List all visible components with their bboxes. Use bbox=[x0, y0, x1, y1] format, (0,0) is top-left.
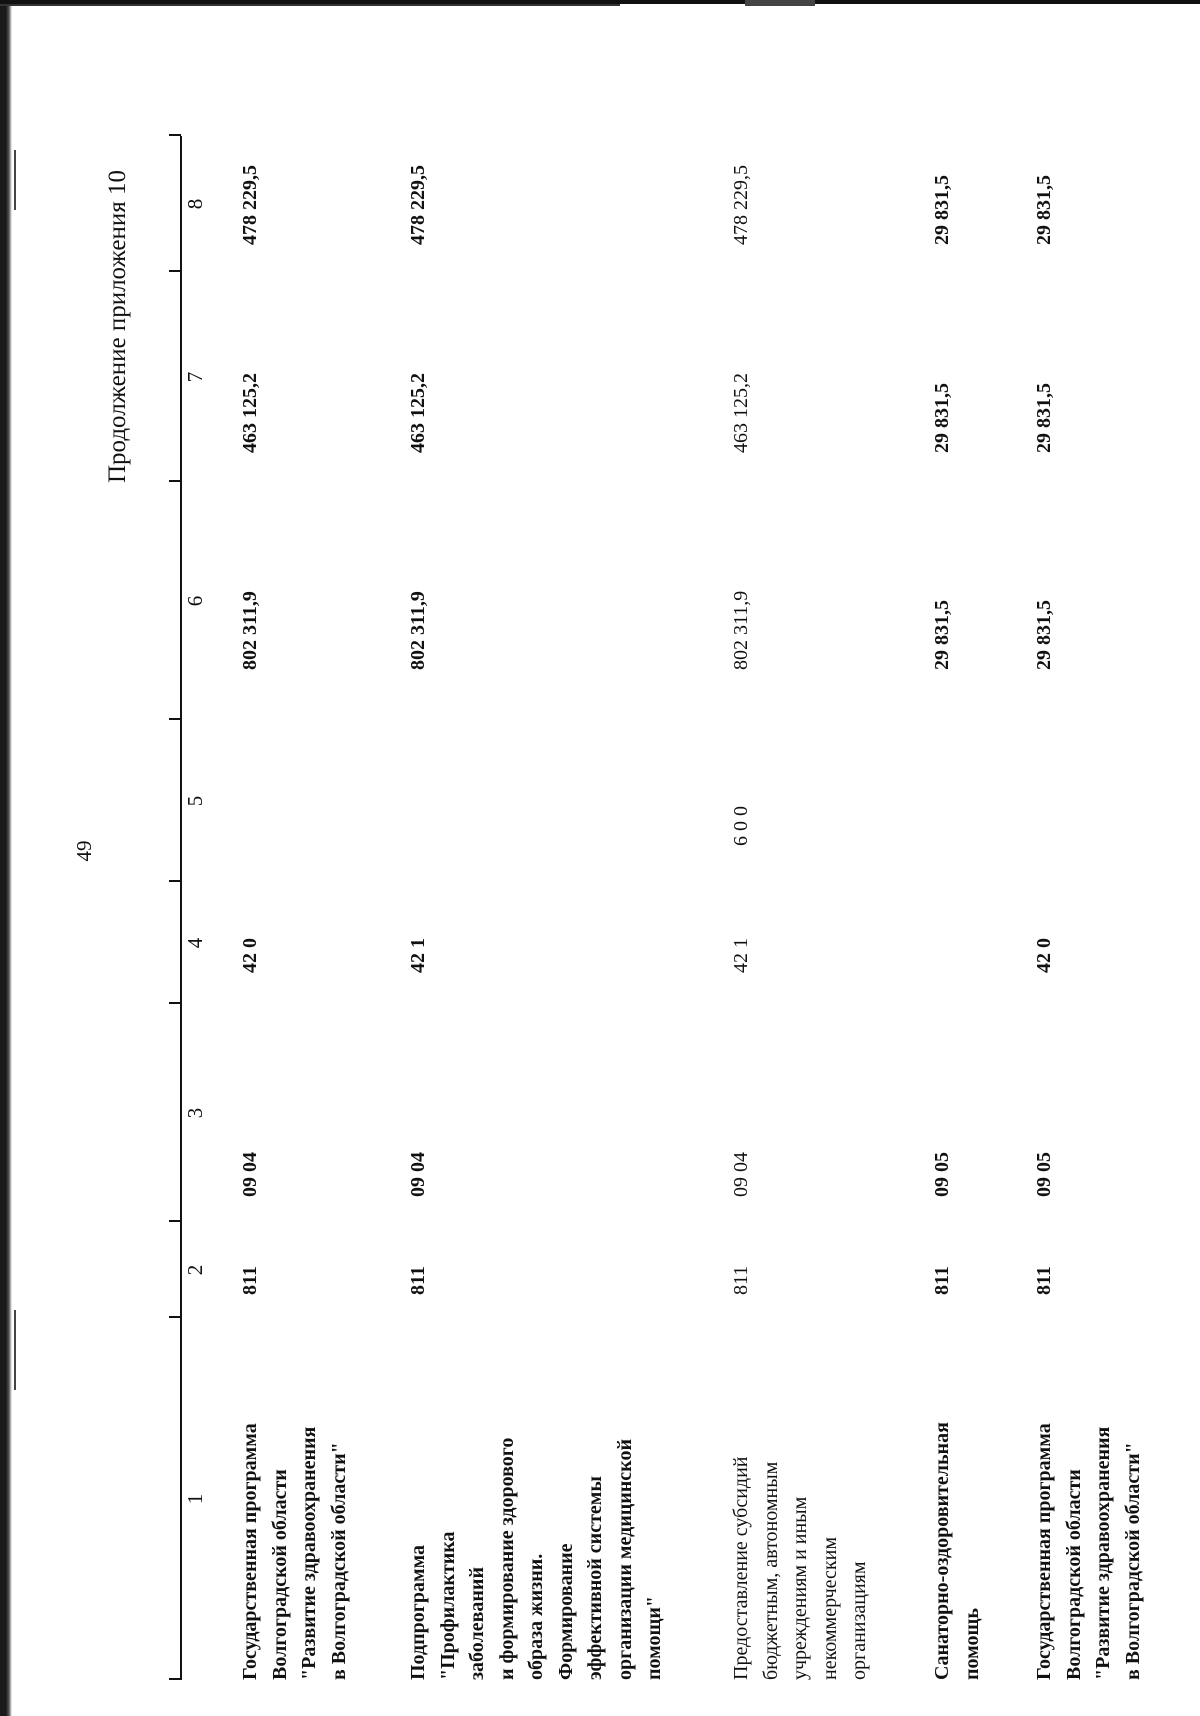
header-divider bbox=[169, 718, 181, 720]
header-divider bbox=[169, 880, 181, 882]
cell-ministry-code: 811 bbox=[730, 1265, 752, 1295]
cell-amount-col7: 463 125,2 bbox=[239, 373, 261, 453]
appendix-caption: Продолжение приложения 10 bbox=[104, 170, 131, 484]
cell-ministry-code: 811 bbox=[239, 1266, 261, 1295]
description-line: Волгоградской области bbox=[268, 1469, 291, 1680]
cell-section-code: 09 04 bbox=[239, 1152, 261, 1197]
cell-target-code: 42 0 bbox=[239, 938, 261, 973]
description-line: помощь bbox=[960, 1608, 983, 1680]
cell-amount-col6: 802 311,9 bbox=[239, 591, 261, 670]
description-line: Подпрограмма bbox=[407, 1544, 429, 1680]
cell-expense-type: 6 0 0 bbox=[730, 806, 752, 846]
description-line: заболеваний bbox=[466, 1567, 488, 1680]
description-line: Предоставление субсидий bbox=[730, 1456, 752, 1680]
column-header-4: 4 bbox=[183, 937, 207, 949]
column-header-2: 2 bbox=[183, 1264, 207, 1276]
description-line: "Развитие здравоохранения bbox=[1092, 1426, 1114, 1680]
description-line: учреждениям и иным bbox=[789, 1496, 811, 1680]
column-header-7: 7 bbox=[183, 371, 207, 383]
description-line: бюджетным, автономным bbox=[759, 1461, 782, 1680]
description-line: образа жизни. bbox=[525, 1553, 547, 1680]
description-line: "Развитие здравоохранения bbox=[298, 1426, 320, 1680]
description-line: организациям bbox=[848, 1561, 870, 1680]
header-divider bbox=[169, 1678, 181, 1680]
description-line: эффективной системы bbox=[584, 1475, 606, 1680]
row-description bbox=[928, 1318, 987, 1680]
description-line: организации медицинской bbox=[613, 1439, 636, 1680]
row-description bbox=[404, 1318, 670, 1680]
header-divider bbox=[169, 270, 181, 272]
cell-amount-col7: 463 125,2 bbox=[730, 373, 752, 453]
cell-amount-col8: 478 229,5 bbox=[407, 165, 429, 245]
row-description bbox=[727, 1318, 875, 1680]
cell-amount-col6: 802 311,9 bbox=[407, 591, 429, 670]
description-line: помощи" bbox=[643, 1595, 665, 1680]
cell-section-code: 09 05 bbox=[1033, 1152, 1055, 1197]
cell-amount-col7: 463 125,2 bbox=[407, 373, 429, 453]
column-header-3: 3 bbox=[183, 1107, 207, 1119]
description-line: Санаторно-оздоровительная bbox=[931, 1422, 953, 1680]
cell-amount-col7: 29 831,5 bbox=[931, 383, 953, 453]
page-number: 49 bbox=[72, 840, 96, 862]
cell-section-code: 09 05 bbox=[931, 1152, 953, 1197]
cell-ministry-code: 811 bbox=[1033, 1266, 1055, 1295]
cell-section-code: 09 04 bbox=[407, 1152, 429, 1197]
row-description bbox=[236, 1318, 354, 1680]
cell-amount-col6: 29 831,5 bbox=[1033, 600, 1055, 670]
header-divider bbox=[169, 1316, 181, 1318]
column-header-5: 5 bbox=[183, 795, 207, 807]
cell-amount-col8: 478 229,5 bbox=[730, 165, 752, 245]
header-divider bbox=[169, 480, 181, 482]
cell-ministry-code: 811 bbox=[931, 1266, 953, 1295]
description-line: Государственная программа bbox=[1033, 1423, 1055, 1680]
cell-target-code: 42 1 bbox=[407, 938, 429, 973]
column-header-1: 1 bbox=[183, 1493, 207, 1505]
description-line: в Волгоградской области" bbox=[1121, 1442, 1144, 1680]
column-header-6: 6 bbox=[183, 595, 207, 607]
cell-target-code: 42 0 bbox=[1033, 938, 1055, 973]
cell-amount-col8: 478 229,5 bbox=[239, 165, 261, 245]
description-line: и формирование здорового bbox=[495, 1437, 518, 1680]
cell-amount-col6: 29 831,5 bbox=[931, 600, 953, 670]
description-line: "Профилактика bbox=[436, 1531, 459, 1680]
header-divider bbox=[169, 1220, 181, 1222]
cell-amount-col8: 29 831,5 bbox=[1033, 175, 1055, 245]
header-divider bbox=[169, 134, 181, 136]
cell-amount-col7: 29 831,5 bbox=[1033, 383, 1055, 453]
column-header-8: 8 bbox=[183, 198, 207, 210]
cell-section-code: 09 04 bbox=[730, 1152, 752, 1197]
cell-amount-col8: 29 831,5 bbox=[931, 175, 953, 245]
description-line: Государственная программа bbox=[239, 1423, 261, 1680]
description-line: в Волгоградской области" bbox=[327, 1442, 350, 1680]
description-line: Волгоградской области bbox=[1062, 1469, 1085, 1680]
cell-target-code: 42 1 bbox=[730, 938, 752, 973]
row-description bbox=[1030, 1318, 1148, 1680]
cell-ministry-code: 811 bbox=[407, 1266, 429, 1295]
header-divider bbox=[169, 1002, 181, 1004]
description-line: некоммерческим bbox=[818, 1537, 841, 1680]
description-line: Формирование bbox=[554, 1543, 577, 1680]
cell-amount-col6: 802 311,9 bbox=[730, 590, 752, 670]
